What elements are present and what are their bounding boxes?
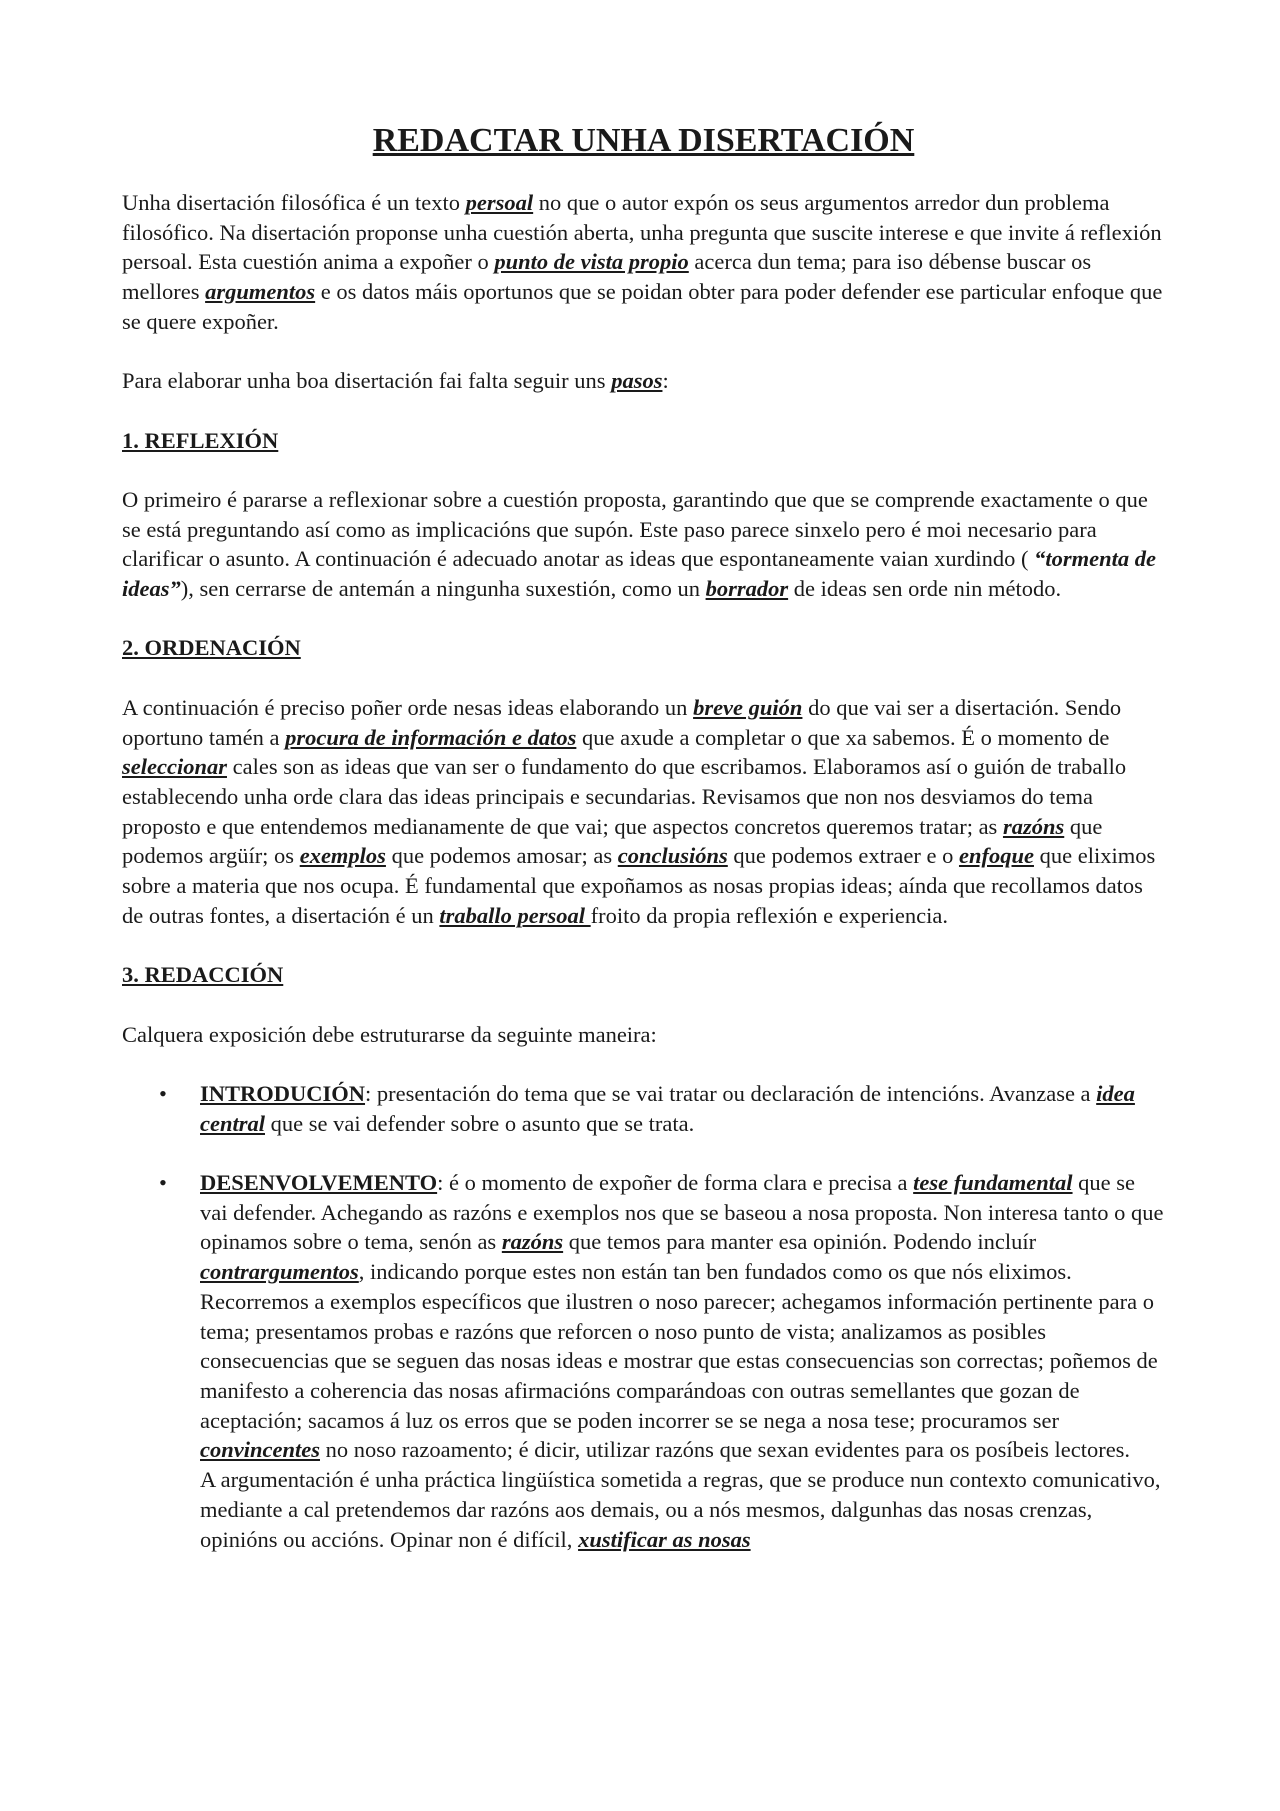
keyword: argumentos: [205, 279, 316, 305]
list-item-desenvolvemento: [159, 1168, 1165, 1554]
section-heading-redaccion: 3. REDACCIÓN: [122, 962, 284, 988]
text-run: que se vai defender. Achegando as razóns e exemplos nos que se baseou a nosa proposta. Non interesa tanto o que opinamos sobre o tema, senón as: [200, 1170, 1164, 1255]
text-run: de ideas sen orde nin método.: [788, 576, 1062, 602]
keyword: tese fundamental: [913, 1170, 1073, 1196]
text-run: no noso razoamento; é dicir, utilizar razóns que sexan evidentes para os posíbeis lectores.: [319, 1437, 1131, 1463]
text-run: A argumentación é unha práctica lingüística sometida a regras, que se produce nun contexto comunicativo, mediante a cal pretendemos dar razóns aos demais, ou a nós mesmos, dalgunhas das nosas crenzas, opinións ou accións. Opinar non é difícil,: [200, 1467, 1161, 1552]
spacer: [122, 396, 1165, 426]
intro-paragraph: [122, 188, 1165, 337]
text-run: que eliximos sobre a materia que nos ocupa. É fundamental que expoñamos as nosas propias ideas; aínda que recollamos datos de outras fontes, a disertación é un: [122, 843, 1156, 928]
spacer: [122, 990, 1165, 1020]
text-run: e os datos máis oportunos que se poidan obter para poder defender ese particular enfoque que se quere expoñer.: [122, 279, 1163, 334]
text-run: no que o autor expón os seus argumentos arredor dun problema filosófico. Na disertación proponse unha cuestión aberta, unha pregunta que suscite interese e que invite á reflexión persoal. Esta cuestión anima a expoñer o: [122, 190, 1162, 275]
keyword: xustificar as nosas: [578, 1526, 751, 1552]
keyword: pasos: [611, 368, 663, 394]
text-run: ), sen cerrarse de antemán a ningunha suxestión, como un: [180, 576, 706, 602]
text-run: acerca dun tema; para iso débense buscar os mellores: [122, 249, 1092, 305]
keyword: convincentes: [200, 1437, 320, 1463]
spacer: [122, 604, 1165, 634]
keyword: “tormenta de ideas”: [122, 546, 1157, 602]
keyword: idea central: [200, 1080, 1135, 1136]
text-run: O primeiro é pararse a reflexionar sobre a cuestión proposta, garantindo que que se comprende exactamente o que se está preguntando así como as implicacións que supón. Este paso parece sinxelo pero é moi necesario para clarificar o asunto. A continuación é adecuado anotar as ideas que espontaneamente vaian xurdindo (: [122, 486, 1148, 572]
text-run: A continuación é preciso poñer orde nesas ideas elaborando un: [122, 694, 694, 720]
keyword: punto de vista propio: [494, 249, 689, 275]
structure-list: [122, 1079, 1165, 1554]
keyword: traballo persoal: [439, 902, 591, 928]
bullet-icon: •: [159, 1170, 167, 1196]
text-run: que podemos amosar; as: [385, 843, 618, 869]
text-run: froito da propia reflexión e experiencia.: [590, 902, 949, 928]
text-run: que se vai defender sobre o asunto que se trata.: [265, 1110, 695, 1136]
text-run: : presentación do tema que se vai tratar ou declaración de intencións. Avanzase a: [365, 1080, 1097, 1106]
keyword: exemplos: [299, 843, 386, 869]
bullet-icon: •: [159, 1080, 167, 1106]
keyword: razóns: [1002, 813, 1065, 839]
redaccion-lead: Calquera exposición debe estruturarse da seguinte maneira:: [122, 1021, 657, 1047]
section-heading-ordenacion: 2. ORDENACIÓN: [122, 635, 301, 661]
list-item-label: INTRODUCIÓN: [200, 1080, 366, 1106]
ordenacion-paragraph: [122, 693, 1165, 931]
spacer: [122, 455, 1165, 485]
list-item-introducion: [159, 1079, 1165, 1138]
spacer: [122, 1049, 1165, 1079]
section-heading-reflexion: 1. REFLEXIÓN: [122, 427, 279, 453]
text-run: : é o momento de expoñer de forma clara e precisa a: [437, 1170, 914, 1196]
text-run: que temos para manter esa opinión. Podendo incluír: [563, 1229, 1037, 1255]
spacer: [122, 337, 1165, 367]
keyword: conclusións: [617, 843, 728, 869]
list-item-label: DESENVOLVEMENTO: [200, 1170, 438, 1196]
text-run: que axude a completar o que xa sabemos. É o momento de: [576, 724, 1110, 750]
steps-intro-paragraph: [122, 366, 1165, 396]
text-run: Unha disertación filosófica é un texto: [122, 190, 466, 215]
spacer: [122, 663, 1165, 693]
keyword: borrador: [705, 576, 789, 602]
text-run: que podemos extraer e o: [727, 843, 959, 869]
text-run: , indicando porque estes non están tan ben fundados como os que nós eliximos. Recorremos a exemplos específicos que ilustren o noso parecer; achegamos información pertinente para o tema; presentamos probas e razóns que reforcen o noso punto de vista; analizamos as posibles consecuencias que se seguen das nosas ideas e mostrar que estas consecuencias son correctas; poñemos de manifesto a coherencia das nosas afirmacións comparándoas con outras semellantes que gozan de aceptación; sacamos á luz os erros que se poden incorrer se se nega a nosa tese; procuramos ser: [200, 1259, 1158, 1433]
text-run: que podemos argüír; os: [122, 813, 1103, 869]
keyword: enfoque: [958, 843, 1034, 869]
text-run: Para elaborar unha boa disertación fai falta seguir uns: [122, 368, 612, 394]
keyword: razóns: [501, 1229, 564, 1255]
keyword: breve guión: [693, 694, 803, 720]
text-run: do que vai ser a disertación. Sendo oportuno tamén a: [122, 694, 1122, 750]
keyword: seleccionar: [122, 754, 227, 780]
reflexion-paragraph: [122, 485, 1165, 604]
text-run: cales son as ideas que van ser o fundamento do que escribamos. Elaboramos así o guión de traballo establecendo unha orde clara das ideas principais e secundarias. Revisamos que non nos desviamos do tema proposto e que entendemos medianamente de que vai; que aspectos concretos queremos tratar; as: [122, 754, 1127, 839]
keyword: procura de información e datos: [285, 724, 577, 750]
keyword: persoal: [465, 190, 534, 215]
document-title: REDACTAR UNHA DISERTACIÓN: [372, 122, 915, 159]
keyword: contrargumentos: [200, 1259, 359, 1285]
spacer: [122, 931, 1165, 961]
text-run: :: [662, 368, 669, 394]
spacer: [200, 1138, 1165, 1168]
